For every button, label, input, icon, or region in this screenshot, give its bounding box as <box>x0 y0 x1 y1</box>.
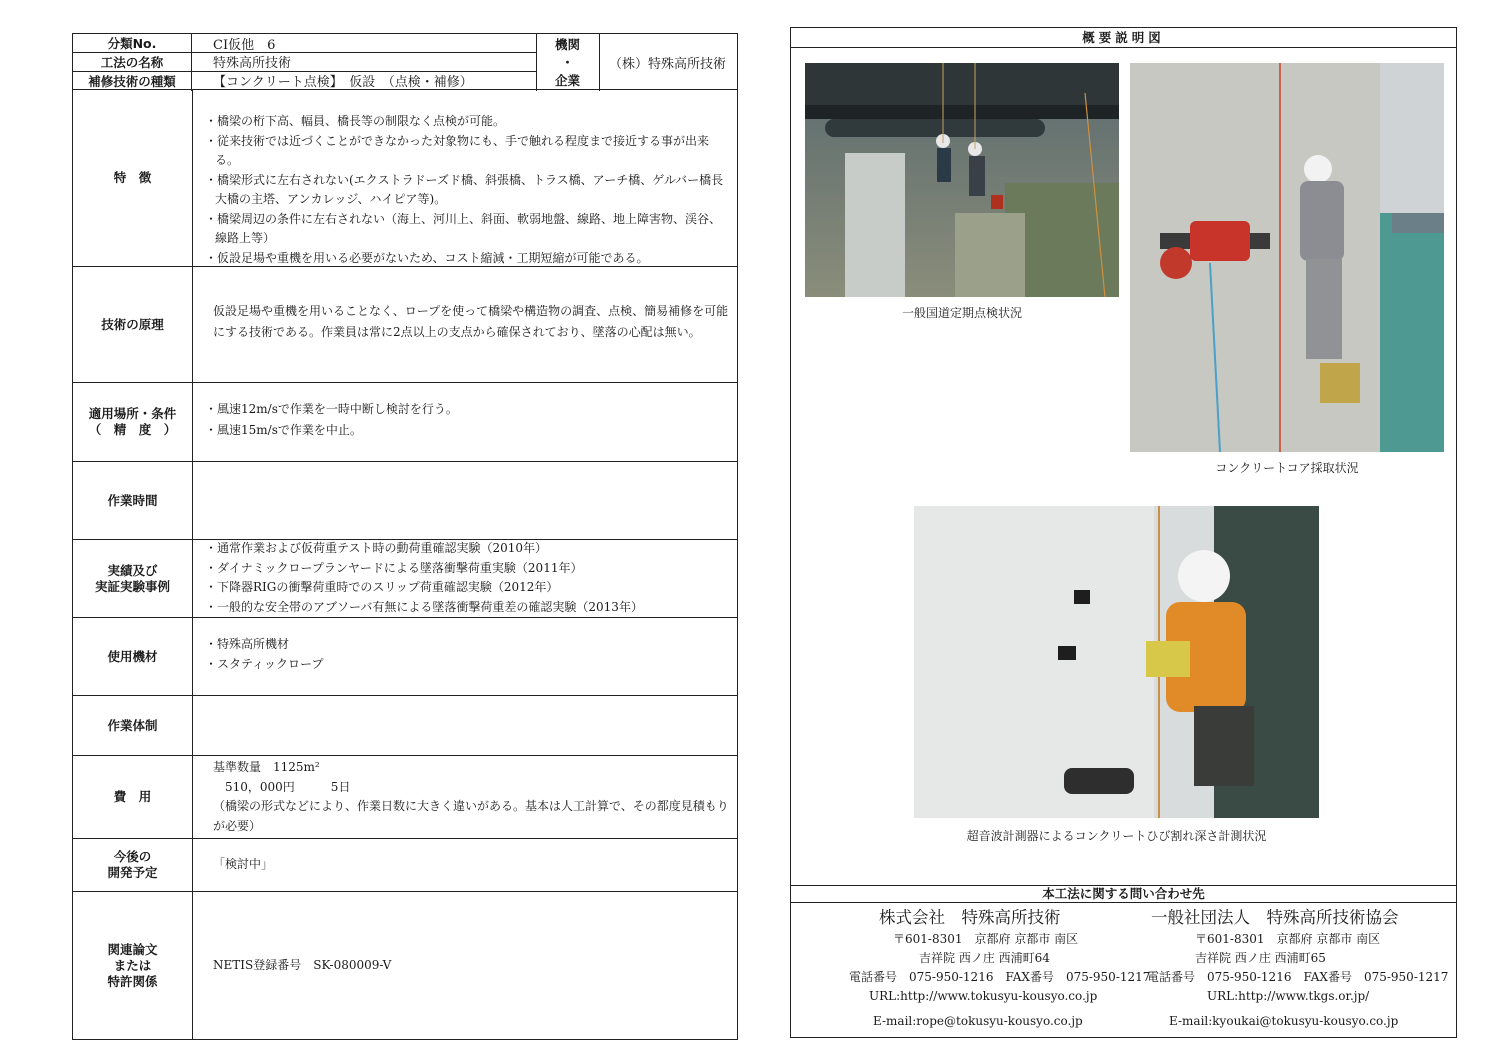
org-association-name: 一般社団法人 特殊高所技術協会 <box>1151 908 1399 927</box>
list-item: ・下降器RIGの衝撃荷重時でのスリップ荷重確認実験（2012年） <box>205 580 559 594</box>
org-company-email: E-mail:rope@tokusyu-kousyo.co.jp <box>873 1014 1083 1028</box>
row-label: 作業体制 <box>73 696 193 755</box>
cost-note: （橋梁の形式などにより、作業日数に大きく違いがある。基本は人工計算で、その都度見積もりが必要） <box>213 799 729 833</box>
org-association <box>1147 906 1448 1031</box>
org-company-address: 吉祥院 西ノ庄 西浦町64 <box>919 951 1050 965</box>
row-conditions <box>73 382 737 461</box>
label-bunrui: 分類No. <box>107 36 157 51</box>
row-features <box>73 90 737 266</box>
list-item: ・風速15m/sで作業を中止。 <box>205 423 362 437</box>
overview-title: 概要説明図 <box>791 28 1456 48</box>
row-work-time <box>73 461 737 539</box>
value-bunrui: CI仮他 6 <box>213 37 276 53</box>
list-item: ・橋梁の桁下高、幅員、橋長等の制限なく点検が可能。 <box>205 114 506 128</box>
label-kikan: 機関 ・ 企業 <box>554 36 580 88</box>
org-company <box>849 906 1150 1031</box>
value-koho: 特殊高所技術 <box>213 56 292 71</box>
photo-core-sampling <box>1130 63 1444 452</box>
row-content <box>205 112 729 266</box>
row-content: NETIS登録番号 SK-080009-V <box>213 958 392 972</box>
list-item: ・橋梁周辺の条件に左右されない（海上、河川上、斜面、軟弱地盤、線路、地上障害物、渓谷、線路上等） <box>205 211 722 245</box>
caption-bridge-inspection: 一般国道定期点検状況 <box>901 306 1022 320</box>
row-content <box>205 635 729 695</box>
photo-bridge-inspection <box>805 63 1119 297</box>
caption-ultrasonic: 超音波計測器によるコンクリートひび割れ深さ計測状況 <box>966 829 1267 843</box>
row-content: 「検討中」 <box>213 857 274 871</box>
list-item: ・従来技術では近づくことができなかった対象物にも、手で触れる程度まで接近する事が出来る。 <box>205 133 710 167</box>
org-association-url: URL:http://www.tkgs.or.jp/ <box>1207 989 1370 1003</box>
list-item: ・一般的な安全帯のアブソーバ有無による墜落衝撃荷重差の確認実験（2013年） <box>205 599 643 614</box>
row-label: 実績及び 実証実験事例 <box>73 540 193 617</box>
caption-core-sampling: コンクリートコア採取状況 <box>1215 461 1359 475</box>
row-patents <box>73 891 737 1040</box>
row-label: 使用機材 <box>73 618 193 695</box>
photo-ultrasonic <box>914 506 1319 818</box>
row-cost <box>73 755 737 838</box>
row-label: 関連論文 または 特許関係 <box>73 892 193 1040</box>
spec-form <box>72 33 738 1040</box>
list-item: ・ダイナミックロープランヤードによる墜落衝撃荷重実験（2011年） <box>205 560 583 575</box>
contact-title: 本工法に関する問い合わせ先 <box>791 885 1456 903</box>
row-content: 仮設足場や重機を用いることなく、ロープを使って橋梁や構造物の調査、点検、簡易補修を可能にする技術である。作業員は常に2点以上の支点から確保されており、墜落の心配は無い。 <box>213 304 729 339</box>
row-label: 作業時間 <box>73 462 193 539</box>
org-company-url: URL:http://www.tokusyu-kousyo.co.jp <box>869 989 1098 1003</box>
row-label: 適用場所・条件 （ 精 度 ） <box>73 383 193 461</box>
form-header <box>72 33 738 90</box>
row-content <box>205 539 729 617</box>
row-label: 特 徴 <box>73 90 193 266</box>
org-company-postal: 〒601-8301 京都府 京都市 南区 <box>893 932 1079 946</box>
list-item: ・橋梁形式に左右されない(エクストラドーズド橋、斜張橋、トラス橋、アーチ橋、ゲルバー橋長大橋の主塔、アンカレッジ、ハイピア等)。 <box>205 172 724 206</box>
overview-panel <box>790 27 1457 1038</box>
list-item: ・仮設足場や重機を用いる必要がないため、コスト縮減・工期短縮が可能である。 <box>205 250 649 265</box>
org-association-email: E-mail:kyoukai@tokusyu-kousyo.co.jp <box>1169 1014 1399 1028</box>
cost-amount: 510，000円 5日 <box>213 779 351 794</box>
row-content <box>205 399 729 461</box>
label-shurui: 補修技術の種類 <box>88 73 176 89</box>
value-shurui: 【コンクリート点検】 仮設 （点検・補修） <box>213 75 473 90</box>
row-label: 技術の原理 <box>73 267 193 382</box>
cost-quantity: 基準数量 1125m² <box>213 760 320 774</box>
row-principle <box>73 266 737 382</box>
org-company-name: 株式会社 特殊高所技術 <box>879 908 1061 927</box>
list-item: ・風速12m/sで作業を一時中断し検討を行う。 <box>205 402 458 416</box>
row-label: 今後の 開発予定 <box>73 839 193 891</box>
org-association-tel: 電話番号 075-950-1216 FAX番号 075-950-1217 <box>1147 970 1449 984</box>
row-structure <box>73 695 737 755</box>
list-item: ・通常作業および仮荷重テスト時の動荷重確認実験（2010年） <box>205 541 548 555</box>
row-label: 費 用 <box>73 756 193 838</box>
list-item: ・スタティックロープ <box>205 656 324 671</box>
org-association-postal: 〒601-8301 京都府 京都市 南区 <box>1195 932 1381 946</box>
row-results <box>73 539 737 617</box>
org-association-address: 吉祥院 西ノ庄 西浦町65 <box>1195 951 1326 965</box>
row-future <box>73 838 737 891</box>
value-kikan: （株）特殊高所技術 <box>609 57 727 72</box>
label-koho: 工法の名称 <box>100 54 164 70</box>
row-equipment <box>73 617 737 695</box>
org-company-tel: 電話番号 075-950-1216 FAX番号 075-950-1217 <box>849 970 1151 984</box>
row-content <box>213 758 729 838</box>
list-item: ・特殊高所機材 <box>205 637 290 651</box>
form-body <box>72 90 738 1040</box>
